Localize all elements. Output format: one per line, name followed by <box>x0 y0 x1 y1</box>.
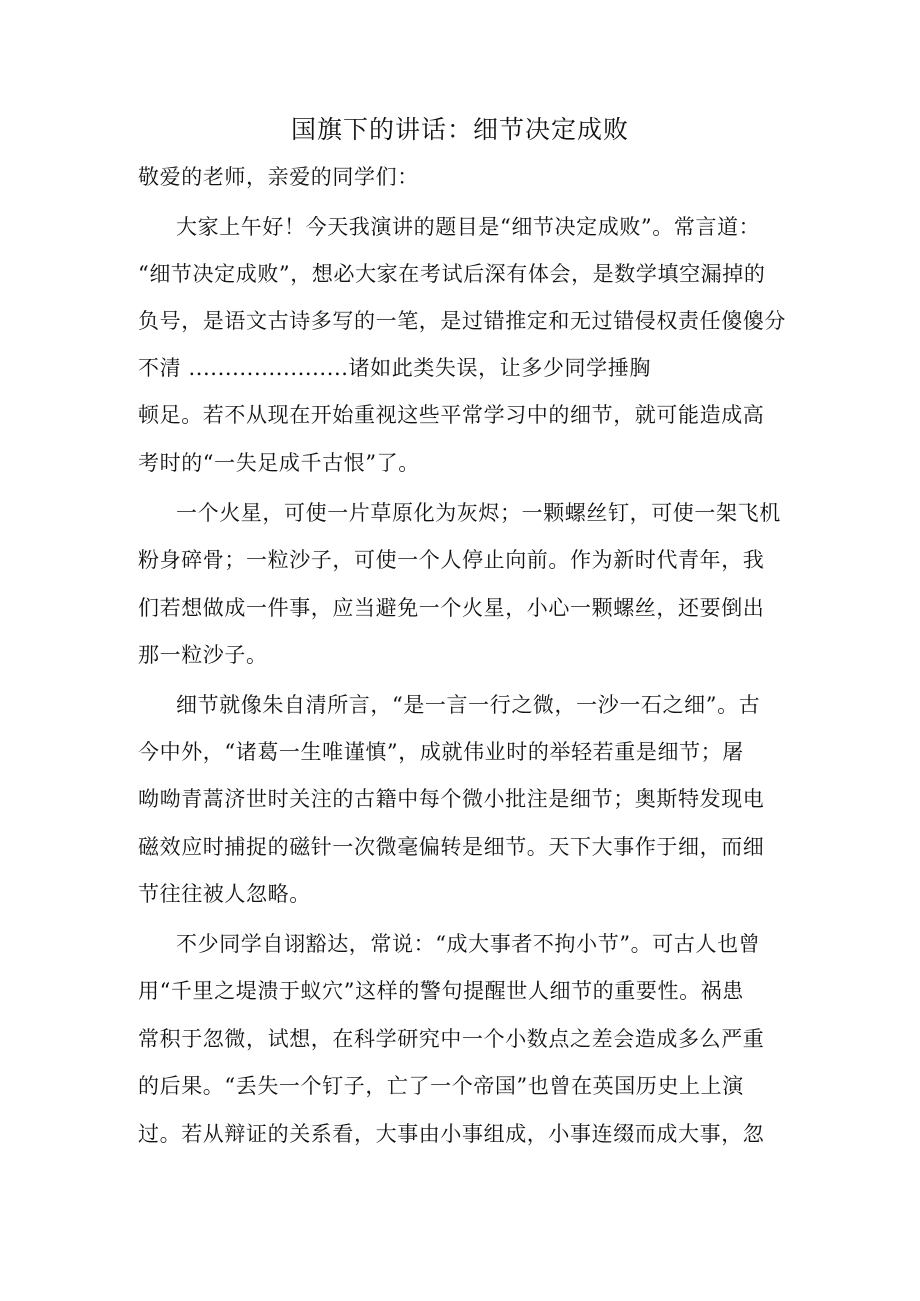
greeting: 敬爱的老师，亲爱的同学们： <box>138 165 419 189</box>
paragraph-2-line-2: 粉身碎骨；一粒沙子，可使一个人停止向前。作为新时代青年，我 <box>138 548 765 572</box>
paragraph-1-line-1: 大家上午好！今天我演讲的题目是“细节决定成败”。常言道： <box>176 215 761 239</box>
paragraph-1-line-6: 考时的“一失足成千古恨”了。 <box>138 451 420 475</box>
paragraph-2-line-3: 们若想做成一件事，应当避免一个火星，小心一颗螺丝，还要倒出 <box>138 596 765 620</box>
paragraph-2-line-4: 那一粒沙子。 <box>138 643 268 667</box>
paragraph-4-line-1: 不少同学自诩豁达，常说：“成大事者不拘小节”。可古人也曾 <box>176 932 761 956</box>
paragraph-4-line-2: 用“千里之堤溃于蚁穴”这样的警句提醒世人细节的重要性。祸患 <box>138 979 744 1003</box>
paragraph-1-line-3: 负号，是语文古诗多写的一笔，是过错推定和无过错侵权责任傻傻分 <box>138 309 786 333</box>
paragraph-1-line-4: 不清 ......................诸如此类失误，让多少同学捶胸 <box>138 356 651 380</box>
paragraph-4-line-4: 的后果。“丢失一个钉子，亡了一个帝国”也曾在英国历史上上演 <box>138 1074 744 1098</box>
paragraph-3-line-4: 磁效应时捕捉的磁针一次微毫偏转是细节。天下大事作于细，而细 <box>138 835 765 859</box>
paragraph-2-line-1: 一个火星，可使一片草原化为灰烬；一颗螺丝钉，可使一架飞机 <box>176 501 781 525</box>
paragraph-4-line-5: 过。若从辩证的关系看，大事由小事组成，小事连缀而成大事，忽 <box>138 1122 765 1146</box>
paragraph-1-line-2: “细节决定成败”，想必大家在考试后深有体会，是数学填空漏掉的 <box>138 262 766 286</box>
page-title: 国旗下的讲话：细节决定成败 <box>290 115 629 144</box>
paragraph-3-line-3: 呦呦青蒿济世时关注的古籍中每个微小批注是细节；奥斯特发现电 <box>138 787 765 811</box>
paragraph-3-line-1: 细节就像朱自清所言，“是一言一行之微，一沙一石之细”。古 <box>176 693 761 717</box>
paragraph-3-line-5: 节往往被人忽略。 <box>138 882 311 906</box>
paragraph-3-line-2: 今中外，“诸葛一生唯谨慎”，成就伟业时的举轻若重是细节；屠 <box>138 740 744 764</box>
paragraph-1-line-5: 顿足。若不从现在开始重视这些平常学习中的细节，就可能造成高 <box>138 403 765 427</box>
paragraph-4-line-3: 常积于忽微，试想，在科学研究中一个小数点之差会造成多么严重 <box>138 1027 765 1051</box>
